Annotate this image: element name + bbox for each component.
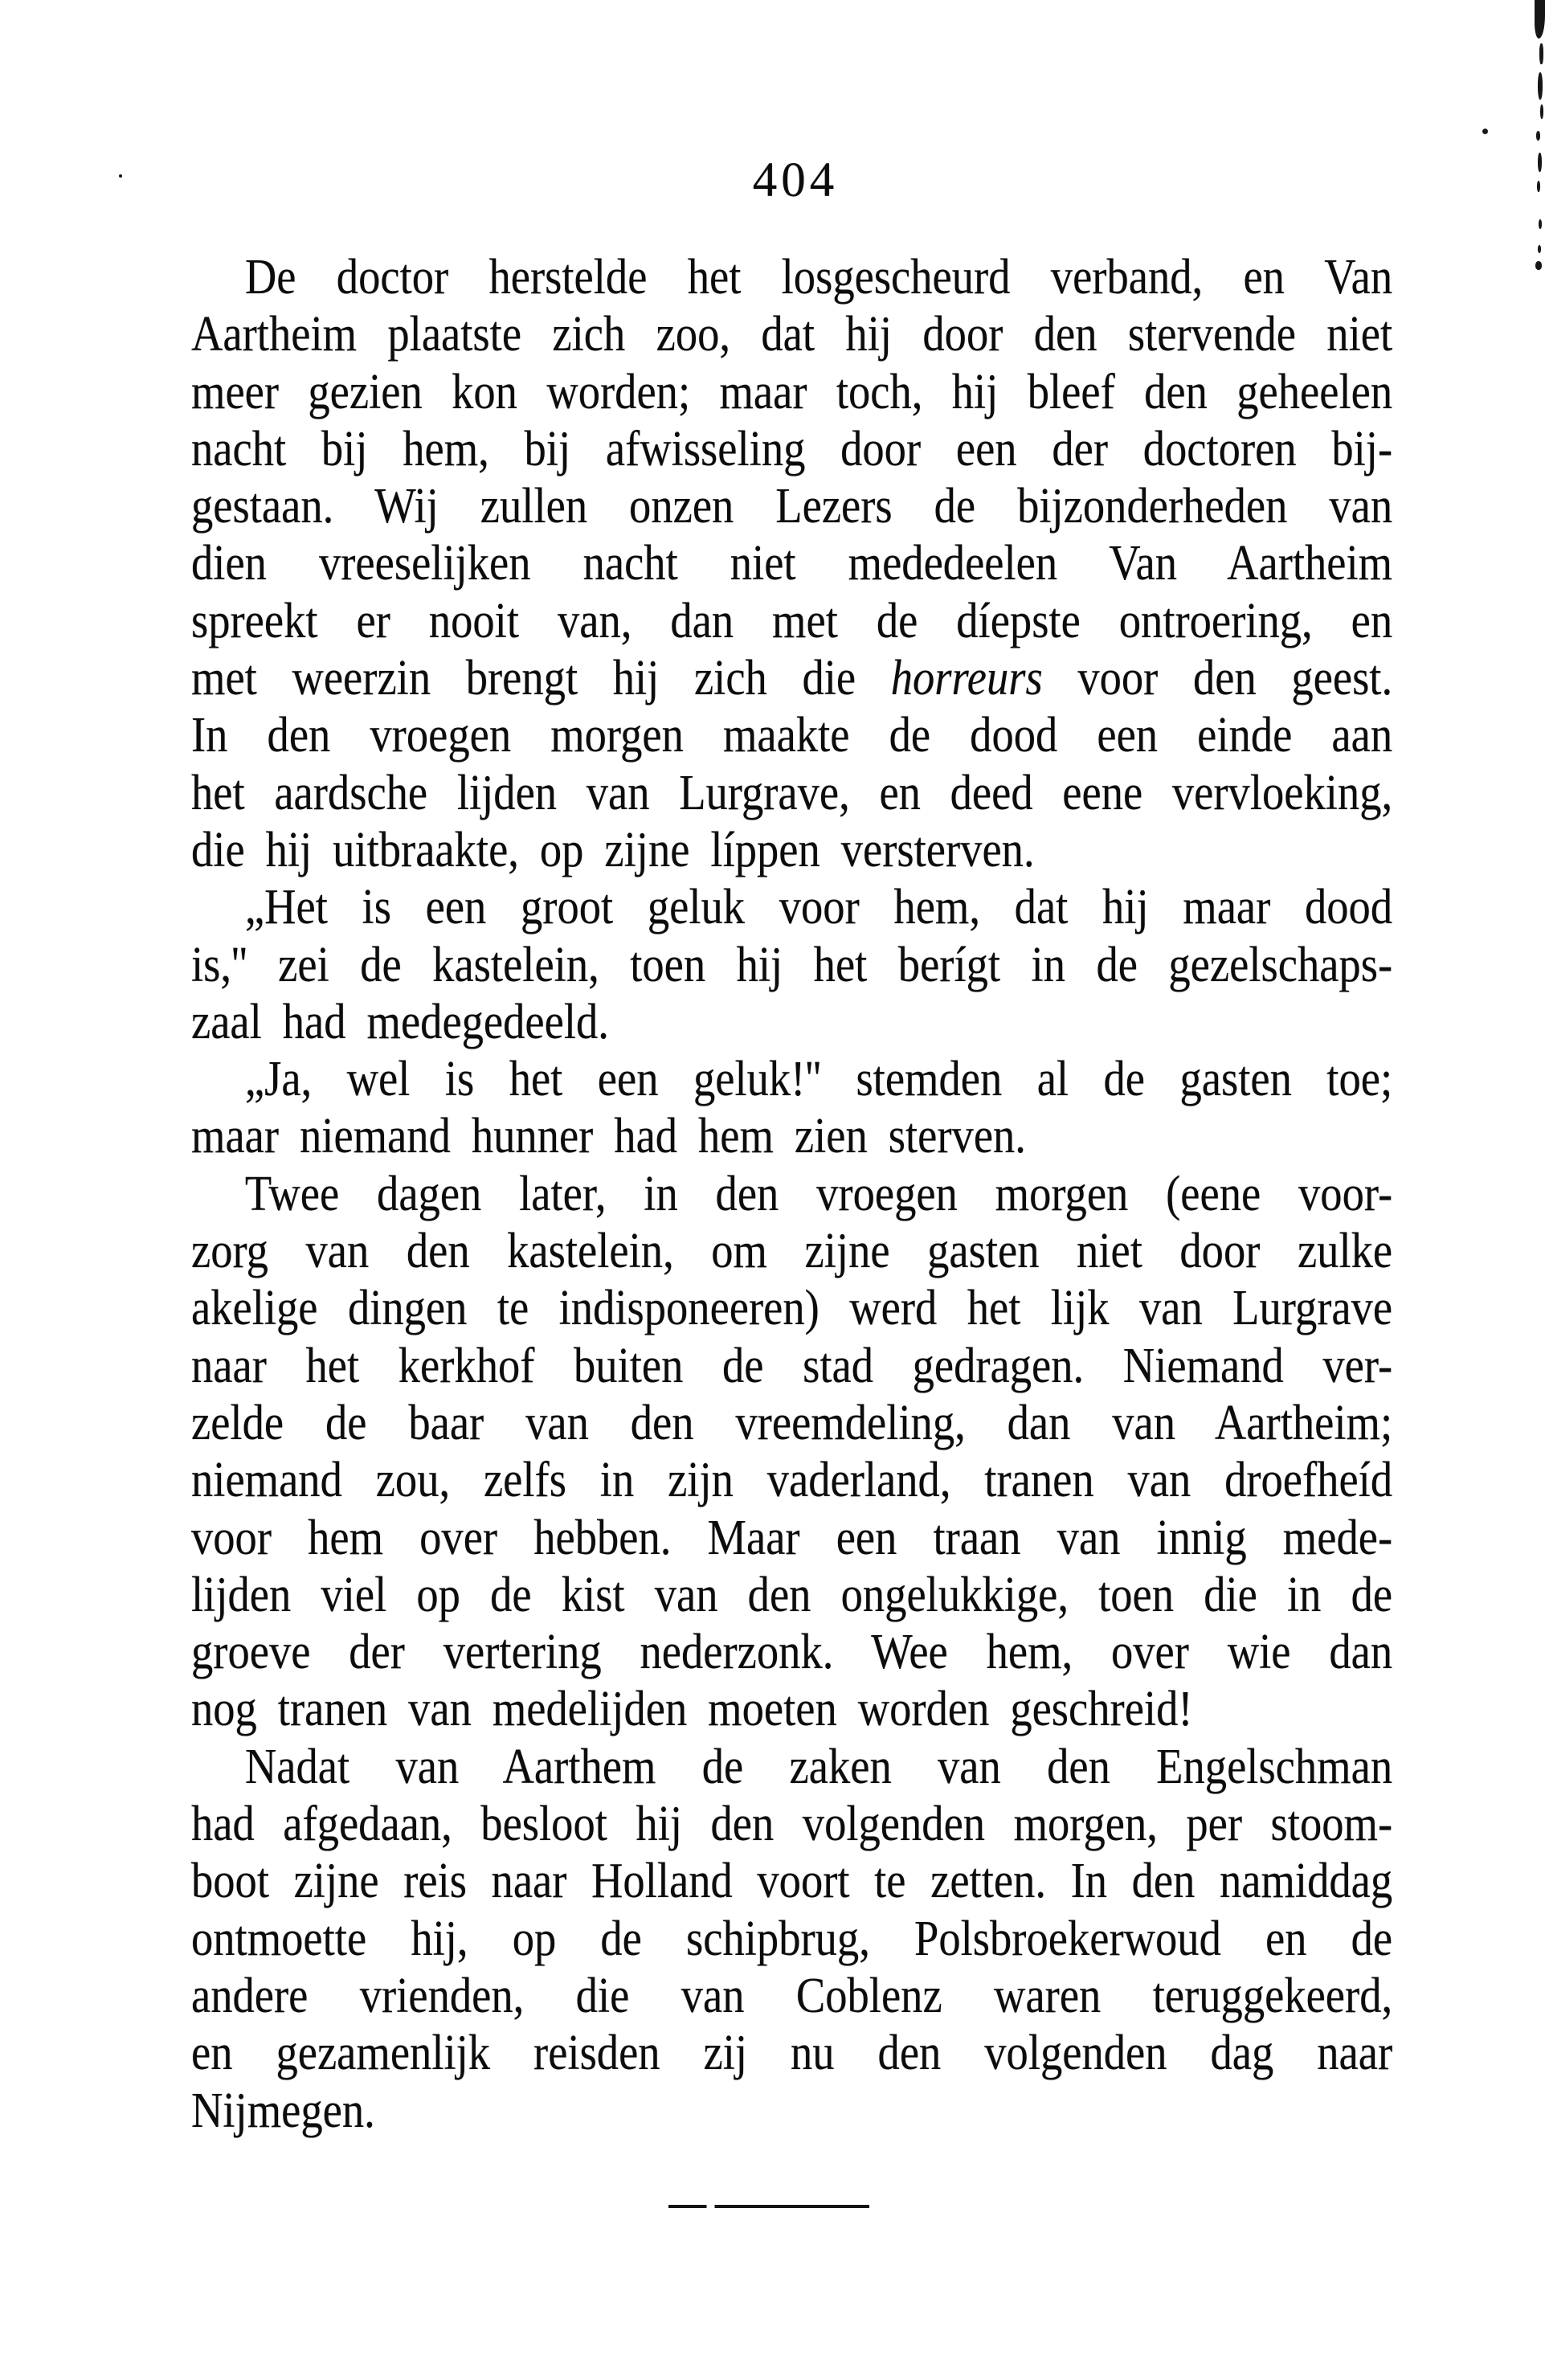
text-line: De doctor herstelde het losgescheurd verband, en Van	[244, 250, 1393, 305]
page-number: 404	[752, 153, 839, 207]
text-line: nacht bij hem, bij afwisseling door een der doctoren bij-	[191, 421, 1393, 476]
text-line: zaal had medegedeeld.	[191, 994, 609, 1049]
scan-artifact	[1539, 219, 1542, 229]
text-line: maar niemand hunner had hem zien sterven.	[191, 1109, 1026, 1164]
scan-artifact	[1537, 181, 1540, 192]
text-line: is,'' zei de kastelein, toen hij het berígt in de gezelschaps-	[191, 937, 1393, 992]
text-line: andere vrienden, die van Coblenz waren teruggekeerd,	[191, 1968, 1393, 2023]
text-line: had afgedaan, besloot hij den volgenden morgen, per stoom-	[191, 1797, 1393, 1852]
text-line: meer gezien kon worden; maar toch, hij bleef den geheelen	[191, 364, 1393, 419]
text-line: met weerzin brengt hij zich die horreurs voor den geest.	[191, 651, 1393, 706]
text-line: „Het is een groot geluk voor hem, dat hij maar dood	[244, 880, 1393, 935]
text-line: naar het kerkhof buiten de stad gedragen. Niemand ver-	[191, 1338, 1393, 1393]
scan-artifact	[1535, 261, 1542, 270]
scan-artifact	[1536, 131, 1540, 141]
text-line: groeve der vertering nederzonk. Wee hem, over wie dan	[191, 1625, 1393, 1680]
text-line: die hij uitbraakte, op zijne líppen versterven.	[191, 822, 1035, 877]
text-line: Nijmegen.	[191, 2083, 375, 2138]
text-line: het aardsche lijden van Lurgrave, en deed eene vervloeking,	[191, 765, 1393, 820]
text-line: Aartheim plaatste zich zoo, dat hij door den stervende niet	[191, 307, 1393, 362]
text-line: lijden viel op de kist van den ongelukkige, toen die in de	[191, 1567, 1393, 1622]
text-line: spreekt er nooit van, dan met de díepste ontroering, en	[191, 593, 1393, 648]
text-block	[191, 249, 1392, 2140]
text-line: en gezamenlijk reisden zij nu den volgenden dag naar	[191, 2026, 1393, 2081]
text-line: niemand zou, zelfs in zijn vaderland, tranen van droefheíd	[191, 1453, 1393, 1508]
text-line: zelde de baar van den vreemdeling, dan van Aartheim;	[191, 1395, 1393, 1450]
scan-artifact	[119, 174, 122, 178]
scan-artifact	[1538, 153, 1542, 172]
text-line: zorg van den kastelein, om zijne gasten niet door zulke	[191, 1224, 1393, 1279]
text-line: „Ja, wel is het een geluk!'' stemden al de gasten toe;	[244, 1052, 1393, 1107]
italic-phrase: horreurs	[890, 651, 1043, 706]
text-line: akelige dingen te indisponeeren) werd het lijk van Lurgrave	[191, 1281, 1393, 1336]
scan-artifact	[1482, 129, 1488, 134]
text-line: Nadat van Aarthem de zaken van den Engelschman	[244, 1739, 1393, 1794]
text-line: Twee dagen later, in den vroegen morgen (eene voor-	[244, 1166, 1393, 1221]
section-divider	[668, 2205, 869, 2208]
text-line: boot zijne reis naar Holland voort te zetten. In den namiddag	[191, 1854, 1393, 1909]
text-line: dien vreeselijken nacht niet mededeelen Van Aartheim	[191, 536, 1393, 591]
scan-artifact	[1538, 245, 1541, 253]
text-line: nog tranen van medelijden moeten worden geschreid!	[191, 1682, 1193, 1737]
scan-artifact	[1535, 0, 1545, 39]
scan-artifact	[1538, 72, 1543, 100]
text-line: ontmoette hij, op de schipbrug, Polsbroekerwoud en de	[191, 1911, 1393, 1966]
scan-artifact	[1540, 104, 1543, 119]
scan-artifact	[1539, 43, 1543, 64]
text-line: voor hem over hebben. Maar een traan van innig mede-	[191, 1510, 1393, 1565]
text-line: In den vroegen morgen maakte de dood een einde aan	[191, 708, 1393, 763]
text-line: gestaan. Wij zullen onzen Lezers de bijzonderheden van	[191, 479, 1393, 534]
